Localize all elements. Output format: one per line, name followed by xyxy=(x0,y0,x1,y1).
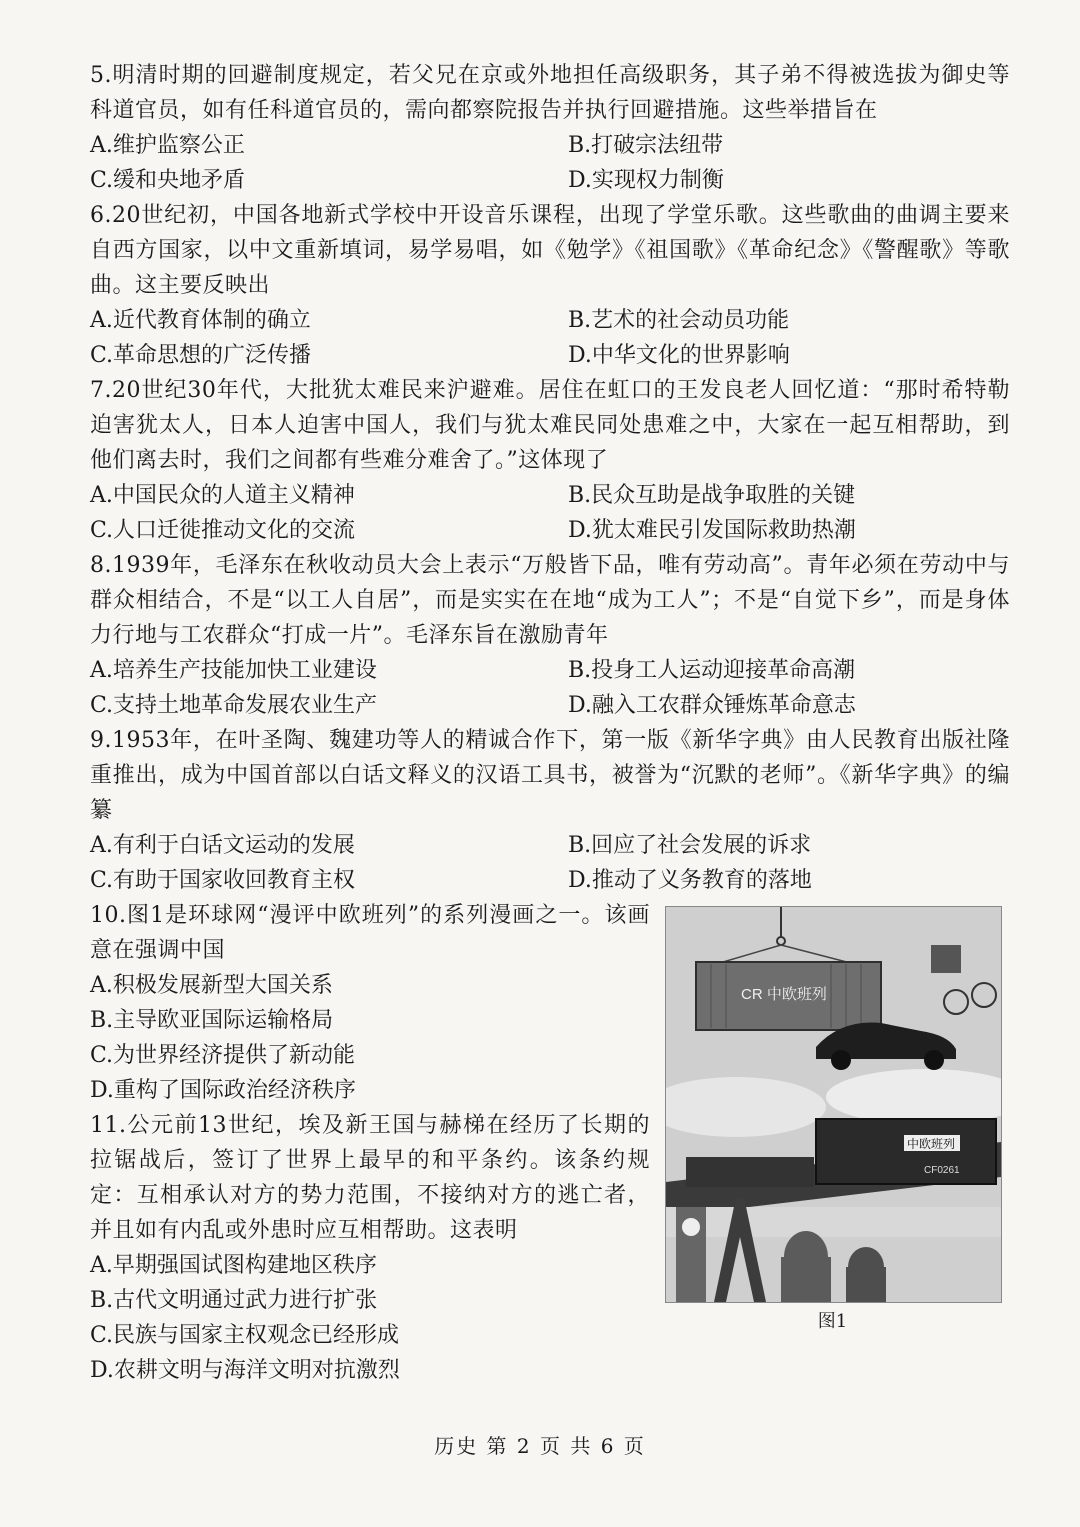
options-list xyxy=(90,1248,650,1388)
option-d: D.实现权力制衡 xyxy=(568,168,724,193)
option-d: D.中华文化的世界影响 xyxy=(568,343,790,368)
option-a: A.培养生产技能加快工业建设 xyxy=(90,658,377,683)
options-grid xyxy=(90,478,1010,548)
figure-caption: 图1 xyxy=(817,1311,848,1332)
option-a: A.近代教育体制的确立 xyxy=(90,308,311,333)
question-stem: 9.1953年，在叶圣陶、魏建功等人的精诚合作下，第一版《新华字典》由人民教育出版社隆重推出，成为中国首部以白话文释义的汉语工具书，被誉为“沉默的老师”。《新华字典》的编纂 xyxy=(90,728,1010,823)
option-c: C.为世界经济提供了新动能 xyxy=(90,1043,356,1068)
page-footer: 历史 第 2 页 共 6 页 xyxy=(434,1434,646,1458)
question-stem: 8.1939年，毛泽东在秋收动员大会上表示“万般皆下品，唯有劳动高”。青年必须在劳动中与群众相结合，不是“以工人自居”，而是实实在在地“成为工人”；不是“自觉下乡”，而是身体力行地与工农群众“打成一片”。毛泽东旨在激励青年 xyxy=(90,553,1010,648)
option-d: D.犹太难民引发国际救助热潮 xyxy=(568,518,856,543)
option-c: C.革命思想的广泛传播 xyxy=(90,343,312,368)
option-c: C.支持土地革命发展农业生产 xyxy=(90,693,378,718)
container-label: CR 中欧班列 xyxy=(741,986,827,1003)
question-stem: 11.公元前13世纪，埃及新王国与赫梯在经历了长期的拉锯战后，签订了世界上最早的和平条约。该条约规定：互相承认对方的势力范围，不接纳对方的逃亡者，并且如有内乱或外患时应互相帮助。这表明 xyxy=(90,1113,650,1243)
options-grid xyxy=(90,653,1010,723)
option-a: A.积极发展新型大国关系 xyxy=(90,973,333,998)
option-b: B.民众互助是战争取胜的关键 xyxy=(568,483,856,508)
train-label: 中欧班列 xyxy=(907,1137,956,1151)
options-grid xyxy=(90,128,1010,198)
options-grid xyxy=(90,828,1010,898)
question-6 xyxy=(90,198,1010,373)
option-a: A.早期强国试图构建地区秩序 xyxy=(90,1253,377,1278)
q10-q11-text xyxy=(90,898,650,1388)
option-d: D.农耕文明与海洋文明对抗激烈 xyxy=(90,1358,400,1383)
question-5 xyxy=(90,58,1010,198)
option-b: B.古代文明通过武力进行扩张 xyxy=(90,1288,378,1313)
train-number: CF0261 xyxy=(924,1165,960,1176)
question-10 xyxy=(90,898,650,1108)
option-a: A.中国民众的人道主义精神 xyxy=(90,483,355,508)
options-list xyxy=(90,968,650,1108)
option-b: B.投身工人运动迎接革命高潮 xyxy=(568,658,856,683)
question-7 xyxy=(90,373,1010,548)
option-a: A.维护监察公正 xyxy=(90,133,245,158)
option-b: B.主导欧亚国际运输格局 xyxy=(90,1008,334,1033)
option-d: D.融入工农群众锤炼革命意志 xyxy=(568,693,856,718)
option-b: B.回应了社会发展的诉求 xyxy=(568,833,812,858)
question-8 xyxy=(90,548,1010,723)
option-a: A.有利于白话文运动的发展 xyxy=(90,833,355,858)
question-stem: 7.20世纪30年代，大批犹太难民来沪避难。居住在虹口的王发良老人回忆道：“那时希特勒迫害犹太人，日本人迫害中国人，我们与犹太难民同处患难之中，大家在一起互相帮助，到他们离去时，我们之间都有些难分难舍了。”这体现了 xyxy=(90,378,1010,473)
option-c: C.缓和央地矛盾 xyxy=(90,168,246,193)
question-11 xyxy=(90,1108,650,1388)
option-c: C.民族与国家主权观念已经形成 xyxy=(90,1323,400,1348)
question-stem: 5.明清时期的回避制度规定，若父兄在京或外地担任高级职务，其子弟不得被选拔为御史等科道官员，如有任科道官员的，需向都察院报告并执行回避措施。这些举措旨在 xyxy=(90,63,1010,123)
option-d: D.推动了义务教育的落地 xyxy=(568,868,812,893)
figure-1 xyxy=(665,906,1010,1388)
option-b: B.艺术的社会动员功能 xyxy=(568,308,790,333)
option-d: D.重构了国际政治经济秩序 xyxy=(90,1078,356,1103)
question-stem: 10.图1是环球网“漫评中欧班列”的系列漫画之一。该画意在强调中国 xyxy=(90,903,650,963)
cartoon-illustration xyxy=(666,907,1001,1302)
option-c: C.人口迁徙推动文化的交流 xyxy=(90,518,356,543)
cartoon-image xyxy=(665,906,1002,1303)
options-grid xyxy=(90,303,1010,373)
exam-page xyxy=(90,58,1010,1388)
option-b: B.打破宗法纽带 xyxy=(568,133,724,158)
question-stem: 6.20世纪初，中国各地新式学校中开设音乐课程，出现了学堂乐歌。这些歌曲的曲调主要来自西方国家，以中文重新填词，易学易唱，如《勉学》《祖国歌》《革命纪念》《警醒歌》等歌曲。这主要反映出 xyxy=(90,203,1010,298)
question-9 xyxy=(90,723,1010,898)
option-c: C.有助于国家收回教育主权 xyxy=(90,868,356,893)
q10-q11-section xyxy=(90,898,1010,1388)
